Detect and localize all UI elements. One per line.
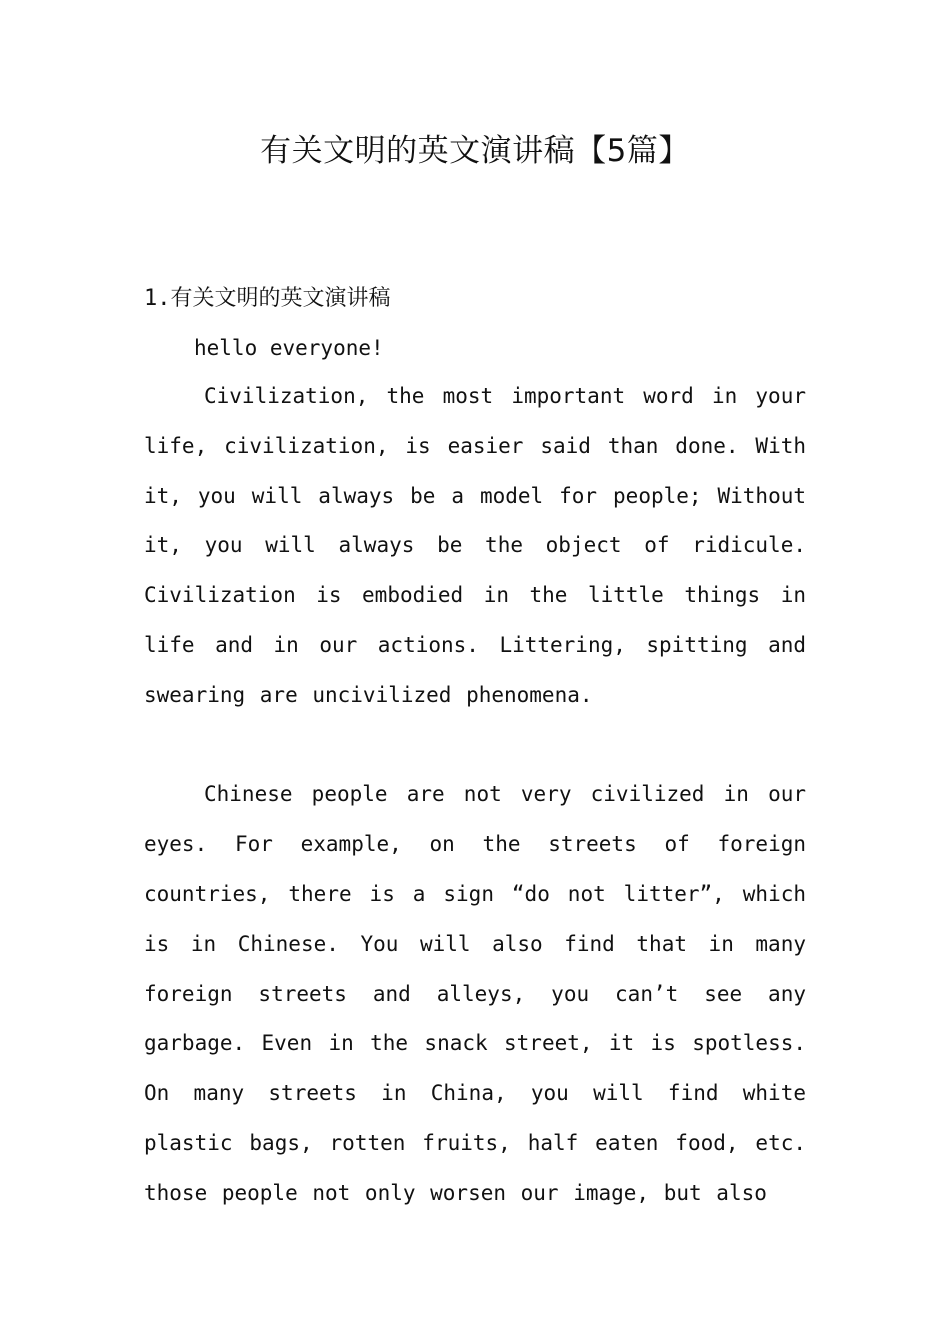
section-heading: 1.有关文明的英文演讲稿 — [144, 286, 391, 311]
document-body — [144, 278, 806, 1219]
speech-greeting: hello everyone! — [194, 336, 384, 360]
body-paragraph: Chinese people are not very civilized in our eyes. For example, on the streets of foreign countries, there is a sign “do not litter”, which is in Chinese. You will also find that in many foreign streets and alleys, you can’t see any garbage. Even in the snack street, it is spotless. On many streets in China, you will find white plastic bags, rotten fruits, half eaten food, etc. those people not only worsen our image, but also — [144, 782, 806, 1205]
body-paragraph: Civilization, the most important word in your life, civilization, is easier said than done. With it, you will always be a model for people; Without it, you will always be the object of ridicule. Civilization is embodied in the little things in life and in our actions. Littering, spitting and swearing are uncivilized phenomena. — [144, 384, 806, 707]
document-title: 有关文明的英文演讲稿【5篇】 — [260, 133, 690, 169]
